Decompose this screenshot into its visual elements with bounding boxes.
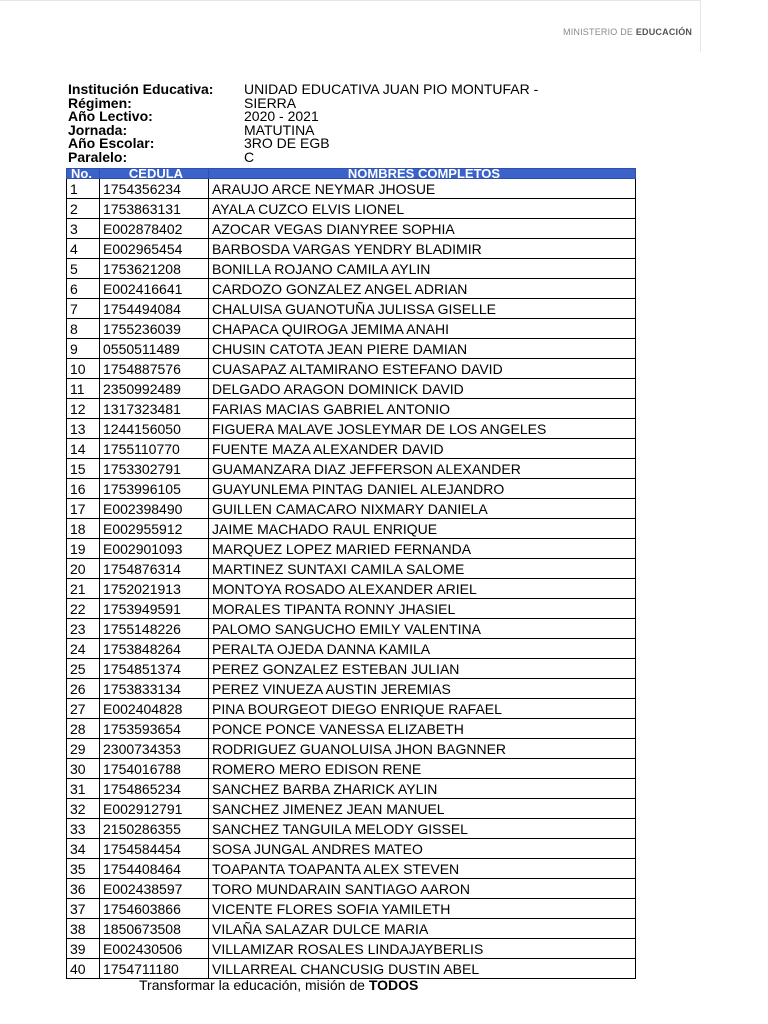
brand-strong: EDUCACIÓN: [635, 27, 693, 37]
cell-number: 14: [67, 439, 100, 459]
cell-number: 23: [67, 619, 100, 639]
cell-name: AZOCAR VEGAS DIANYREE SOPHIA: [209, 219, 636, 239]
table-row: [67, 579, 636, 599]
cell-cedula: 1754494084: [100, 299, 209, 319]
cell-name: PEREZ GONZALEZ ESTEBAN JULIAN: [209, 659, 636, 679]
cell-cedula: 2300734353: [100, 739, 209, 759]
cell-name: SANCHEZ JIMENEZ JEAN MANUEL: [209, 799, 636, 819]
cell-cedula: E002416641: [100, 279, 209, 299]
cell-cedula: 1755236039: [100, 319, 209, 339]
cell-name: VILAÑA SALAZAR DULCE MARIA: [209, 919, 636, 939]
cell-cedula: 1753949591: [100, 599, 209, 619]
cell-number: 26: [67, 679, 100, 699]
header-rule: [0, 0, 700, 1]
cell-number: 7: [67, 299, 100, 319]
cell-number: 19: [67, 539, 100, 559]
cell-cedula: 1754711180: [100, 959, 209, 979]
cell-number: 1: [67, 179, 100, 199]
cell-name: PALOMO SANGUCHO EMILY VALENTINA: [209, 619, 636, 639]
info-label: Jornada:: [68, 121, 128, 138]
cell-number: 32: [67, 799, 100, 819]
info-row: [68, 137, 538, 151]
table-row: [67, 319, 636, 339]
table-row: [67, 939, 636, 959]
cell-cedula: 1755110770: [100, 439, 209, 459]
cell-number: 36: [67, 879, 100, 899]
cell-cedula: 1753863131: [100, 199, 209, 219]
header-number: No.: [67, 169, 100, 179]
table-row: [67, 439, 636, 459]
cell-name: SANCHEZ TANGUILA MELODY GISSEL: [209, 819, 636, 839]
cell-name: BONILLA ROJANO CAMILA AYLIN: [209, 259, 636, 279]
info-value: C: [244, 148, 255, 165]
cell-cedula: E002965454: [100, 239, 209, 259]
cell-name: ARAUJO ARCE NEYMAR JHOSUE: [209, 179, 636, 199]
cell-number: 40: [67, 959, 100, 979]
student-table: [66, 168, 636, 979]
cell-cedula: 1753593654: [100, 719, 209, 739]
cell-number: 18: [67, 519, 100, 539]
cell-number: 39: [67, 939, 100, 959]
table-row: [67, 219, 636, 239]
table-row: [67, 419, 636, 439]
cell-cedula: 1754887576: [100, 359, 209, 379]
table-row: [67, 539, 636, 559]
table-row: [67, 399, 636, 419]
info-label: Año Escolar:: [68, 135, 155, 151]
cell-cedula: 2150286355: [100, 819, 209, 839]
info-label: Institución Educativa:: [68, 81, 214, 97]
cell-number: 20: [67, 559, 100, 579]
info-value: UNIDAD EDUCATIVA JUAN PIO MONTUFAR -: [244, 81, 539, 97]
course-info: [68, 83, 538, 164]
table-row: [67, 739, 636, 759]
cell-name: BARBOSDA VARGAS YENDRY BLADIMIR: [209, 239, 636, 259]
cell-number: 15: [67, 459, 100, 479]
cell-cedula: 1754356234: [100, 179, 209, 199]
table-row: [67, 959, 636, 979]
header-cedula: CEDULA: [100, 169, 209, 179]
table-row: [67, 819, 636, 839]
cell-number: 4: [67, 239, 100, 259]
cell-name: GUAYUNLEMA PINTAG DANIEL ALEJANDRO: [209, 479, 636, 499]
ministry-logo: [563, 27, 692, 37]
cell-cedula: 1753996105: [100, 479, 209, 499]
table-row: [67, 339, 636, 359]
cell-number: 17: [67, 499, 100, 519]
cell-number: 28: [67, 719, 100, 739]
footer-slogan: [139, 977, 418, 993]
cell-number: 16: [67, 479, 100, 499]
cell-number: 34: [67, 839, 100, 859]
cell-cedula: E002901093: [100, 539, 209, 559]
cell-name: VILLAMIZAR ROSALES LINDAJAYBERLIS: [209, 939, 636, 959]
cell-name: VILLARREAL CHANCUSIG DUSTIN ABEL: [209, 959, 636, 979]
cell-name: TOAPANTA TOAPANTA ALEX STEVEN: [209, 859, 636, 879]
cell-cedula: 1753848264: [100, 639, 209, 659]
cell-name: JAIME MACHADO RAUL ENRIQUE: [209, 519, 636, 539]
cell-number: 27: [67, 699, 100, 719]
cell-name: FARIAS MACIAS GABRIEL ANTONIO: [209, 399, 636, 419]
cell-number: 31: [67, 779, 100, 799]
cell-name: GUAMANZARA DIAZ JEFFERSON ALEXANDER: [209, 459, 636, 479]
cell-name: FUENTE MAZA ALEXANDER DAVID: [209, 439, 636, 459]
table-row: [67, 859, 636, 879]
cell-number: 30: [67, 759, 100, 779]
header-names: NOMBRES COMPLETOS: [209, 169, 636, 179]
table-row: [67, 479, 636, 499]
cell-name: FIGUERA MALAVE JOSLEYMAR DE LOS ANGELES: [209, 419, 636, 439]
table-row: [67, 919, 636, 939]
cell-name: RODRIGUEZ GUANOLUISA JHON BAGNNER: [209, 739, 636, 759]
cell-cedula: 1753621208: [100, 259, 209, 279]
footer-text: Transformar la educación, misión de: [139, 977, 369, 993]
cell-number: 13: [67, 419, 100, 439]
cell-cedula: 1754584454: [100, 839, 209, 859]
cell-name: MARQUEZ LOPEZ MARIED FERNANDA: [209, 539, 636, 559]
table-row: [67, 499, 636, 519]
cell-number: 5: [67, 259, 100, 279]
cell-name: DELGADO ARAGON DOMINICK DAVID: [209, 379, 636, 399]
cell-number: 37: [67, 899, 100, 919]
cell-cedula: E002912791: [100, 799, 209, 819]
info-row: [68, 148, 538, 165]
cell-name: CHAPACA QUIROGA JEMIMA ANAHI: [209, 319, 636, 339]
cell-number: 12: [67, 399, 100, 419]
table-row: [67, 559, 636, 579]
cell-number: 2: [67, 199, 100, 219]
cell-name: MORALES TIPANTA RONNY JHASIEL: [209, 599, 636, 619]
footer-strong: TODOS: [368, 977, 419, 993]
cell-cedula: 0550511489: [100, 339, 209, 359]
info-value: 3RO DE EGB: [244, 135, 330, 151]
table-row: [67, 459, 636, 479]
table-row: [67, 359, 636, 379]
table-row: [67, 839, 636, 859]
cell-number: 9: [67, 339, 100, 359]
cell-name: CHALUISA GUANOTUÑA JULISSA GISELLE: [209, 299, 636, 319]
table-row: [67, 199, 636, 219]
cell-name: PONCE PONCE VANESSA ELIZABETH: [209, 719, 636, 739]
cell-number: 3: [67, 219, 100, 239]
table-row: [67, 599, 636, 619]
cell-number: 6: [67, 279, 100, 299]
cell-cedula: 1754876314: [100, 559, 209, 579]
cell-name: TORO MUNDARAIN SANTIAGO AARON: [209, 879, 636, 899]
cell-cedula: 1755148226: [100, 619, 209, 639]
cell-number: 11: [67, 379, 100, 399]
cell-cedula: 1754851374: [100, 659, 209, 679]
cell-cedula: E002878402: [100, 219, 209, 239]
table-header-row: [67, 169, 636, 179]
info-label: Año Lectivo:: [68, 108, 153, 124]
table-row: [67, 639, 636, 659]
cell-number: 25: [67, 659, 100, 679]
cell-name: SANCHEZ BARBA ZHARICK AYLIN: [209, 779, 636, 799]
info-label: Paralelo:: [68, 148, 128, 165]
cell-number: 10: [67, 359, 100, 379]
table-row: [67, 239, 636, 259]
cell-name: CHUSIN CATOTA JEAN PIERE DAMIAN: [209, 339, 636, 359]
cell-name: GUILLEN CAMACARO NIXMARY DANIELA: [209, 499, 636, 519]
info-value: MATUTINA: [244, 121, 315, 138]
cell-cedula: 1753302791: [100, 459, 209, 479]
cell-number: 24: [67, 639, 100, 659]
cell-name: MARTINEZ SUNTAXI CAMILA SALOME: [209, 559, 636, 579]
cell-name: PEREZ VINUEZA AUSTIN JEREMIAS: [209, 679, 636, 699]
info-label: Régimen:: [68, 94, 132, 111]
info-value: 2020 - 2021: [244, 108, 319, 124]
cell-cedula: 1754603866: [100, 899, 209, 919]
table-row: [67, 659, 636, 679]
cell-cedula: 1754408464: [100, 859, 209, 879]
cell-number: 38: [67, 919, 100, 939]
cell-name: CARDOZO GONZALEZ ANGEL ADRIAN: [209, 279, 636, 299]
table-row: [67, 879, 636, 899]
table-row: [67, 679, 636, 699]
table-row: [67, 699, 636, 719]
table-row: [67, 719, 636, 739]
table-row: [67, 519, 636, 539]
cell-name: CUASAPAZ ALTAMIRANO ESTEFANO DAVID: [209, 359, 636, 379]
brand-prefix: MINISTERIO DE: [563, 27, 636, 37]
cell-number: 22: [67, 599, 100, 619]
cell-number: 35: [67, 859, 100, 879]
cell-cedula: 1244156050: [100, 419, 209, 439]
table-row: [67, 379, 636, 399]
cell-number: 29: [67, 739, 100, 759]
info-value: SIERRA: [244, 94, 297, 111]
cell-cedula: E002430506: [100, 939, 209, 959]
cell-cedula: 1850673508: [100, 919, 209, 939]
cell-name: AYALA CUZCO ELVIS LIONEL: [209, 199, 636, 219]
table-row: [67, 299, 636, 319]
cell-cedula: E002438597: [100, 879, 209, 899]
cell-cedula: 1754016788: [100, 759, 209, 779]
table-row: [67, 799, 636, 819]
cell-cedula: 1754865234: [100, 779, 209, 799]
cell-name: VICENTE FLORES SOFIA YAMILETH: [209, 899, 636, 919]
table-row: [67, 179, 636, 199]
header-rule-vertical: [700, 0, 701, 52]
cell-name: PERALTA OJEDA DANNA KAMILA: [209, 639, 636, 659]
cell-cedula: E002404828: [100, 699, 209, 719]
cell-number: 33: [67, 819, 100, 839]
table-row: [67, 259, 636, 279]
cell-cedula: E002955912: [100, 519, 209, 539]
cell-name: SOSA JUNGAL ANDRES MATEO: [209, 839, 636, 859]
cell-name: MONTOYA ROSADO ALEXANDER ARIEL: [209, 579, 636, 599]
table-row: [67, 759, 636, 779]
cell-cedula: E002398490: [100, 499, 209, 519]
cell-cedula: 2350992489: [100, 379, 209, 399]
table-row: [67, 779, 636, 799]
cell-name: ROMERO MERO EDISON RENE: [209, 759, 636, 779]
cell-cedula: 1317323481: [100, 399, 209, 419]
table-row: [67, 279, 636, 299]
table-row: [67, 899, 636, 919]
cell-cedula: 1752021913: [100, 579, 209, 599]
cell-name: PINA BOURGEOT DIEGO ENRIQUE RAFAEL: [209, 699, 636, 719]
cell-cedula: 1753833134: [100, 679, 209, 699]
table-row: [67, 619, 636, 639]
info-row: [68, 83, 538, 97]
cell-number: 21: [67, 579, 100, 599]
cell-number: 8: [67, 319, 100, 339]
